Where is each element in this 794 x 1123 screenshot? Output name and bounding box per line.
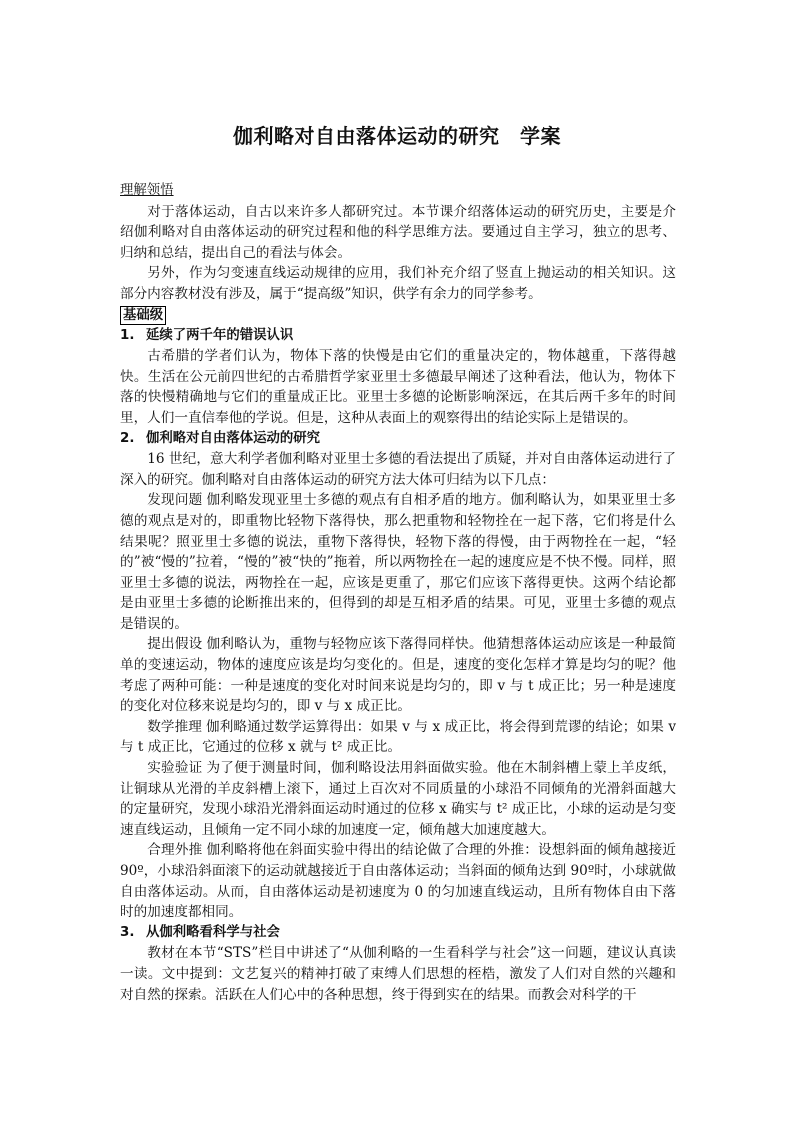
heading-2 [120, 429, 676, 450]
heading-1-text: 延续了两千年的错误认识 [146, 327, 294, 343]
heading-2-number: 2. [120, 430, 135, 446]
heading-3 [120, 923, 676, 944]
heading-1-number: 1. [120, 327, 135, 343]
method-term-5: 合理外推 [147, 842, 203, 859]
heading-3-number: 3. [120, 924, 135, 940]
understanding-paragraph-2: 另外，作为匀变速直线运动规律的应用，我们补充介绍了竖直上抛运动的相关知识。这部分内容教材没有涉及，属于“提高级”知识，供学有余力的同学参考。 [120, 265, 676, 302]
document-body [120, 180, 676, 1005]
method-term-2: 提出假设 [147, 636, 203, 653]
method-text-4: 为了便于测量时间，伽利略设法用斜面做实验。他在木制斜槽上蒙上羊皮纸，让铜球从光滑的羊皮斜槽上滚下，通过上百次对不同质量的小球沿不同倾角的光滑斜面越大的定量研究，发现小球沿光滑斜面运动时通过的位移 x 确实与 t² 成正比，小球的运动是匀变速直线运动，且倾角一定不同小球的加速度一定，倾角越大加速度越大。 [120, 760, 677, 838]
heading-1 [120, 326, 676, 347]
method-term-1: 发现问题 [147, 492, 203, 509]
understanding-paragraph-1: 对于落体运动，自古以来许多人都研究过。本节课介绍落体运动的研究历史，主要是介绍伽利略对自由落体运动的研究过程和他的科学思维方法。要通过自主学习，独立的思考、归纳和总结，提出自己的看法与体会。 [120, 203, 676, 261]
section1-paragraph: 古希腊的学者们认为，物体下落的快慢是由它们的重量决定的，物体越重，下落得越快。生活在公元前四世纪的古希腊哲学家亚里士多德最早阐述了这种看法，他认为，物体下落的快慢精确地与它们的重量成正比。亚里士多德的论断影响深远，在其后两千多年的时间里，人们一直信奉他的学说。但是，这种从表面上的观察得出的结论实际上是错误的。 [120, 348, 676, 426]
level-label-basic: 基础级 [120, 306, 166, 325]
method-item-4 [120, 758, 676, 840]
heading-3-text: 从伽利略看科学与社会 [146, 924, 280, 940]
document-title: 伽利略对自由落体运动的研究 学案 [233, 124, 561, 148]
method-term-3: 数学推理 [147, 718, 203, 735]
section2-intro: 16 世纪，意大利学者伽利略对亚里士多德的看法提出了质疑，并对自由落体运动进行了深入的研究。伽利略对自由落体运动的研究方法大体可归结为以下几点： [120, 451, 676, 488]
method-item-1 [120, 490, 676, 634]
section-label-understanding: 理解领悟 [120, 183, 174, 198]
method-item-3 [120, 717, 676, 758]
method-text-5: 伽利略将他在斜面实验中得出的结论做了合理的外推：设想斜面的倾角越接近 90º，小球沿斜面滚下的运动就越接近于自由落体运动；当斜面的倾角达到 90º时，小球就做自由落体运动。从而，自由落体运动是初速度为 0 的匀加速直线运动，且所有物体自由下落时的加速度都相同。 [120, 842, 677, 921]
method-text-3: 伽利略通过数学运算得出：如果 v 与 x 成正比，将会得到荒谬的结论；如果 v 与 t 成正比，它通过的位移 x 就与 t² 成正比。 [120, 718, 677, 756]
method-term-4: 实验验证 [147, 760, 203, 777]
heading-2-text: 伽利略对自由落体运动的研究 [146, 430, 321, 446]
section3-paragraph: 教材在本节“STS”栏目中讲述了“从伽利略的一生看科学与社会”这一问题，建议认真读一读。文中提到：文艺复兴的精神打破了束缚人们思想的桎梏，激发了人们对自然的兴趣和对自然的探索。活跃在人们心中的各种思想，终于得到实在的结果。而教会对科学的干 [120, 945, 676, 1003]
method-item-5 [120, 840, 676, 922]
method-text-2: 伽利略认为，重物与轻物应该下落得同样快。他猜想落体运动应该是一种最简单的变速运动，物体的速度应该是均匀变化的。但是，速度的变化怎样才算是均匀的呢？他考虑了两种可能：一种是速度的变化对时间来说是均匀的，即 v 与 t 成正比；另一种是速度的变化对位移来说是均匀的，即 v 与 x 成正比。 [120, 636, 677, 715]
method-item-2 [120, 634, 676, 716]
method-text-1: 伽利略发现亚里士多德的观点有自相矛盾的地方。伽利略认为，如果亚里士多德的观点是对的，即重物比轻物下落得快，那么把重物和轻物拴在一起下落，它们将是什么结果呢？照亚里士多德的说法，重物下落得快，轻物下落的得慢，由于两物拴在一起，“轻的”被“慢的”拉着，“慢的”被“快的”拖着，所以两物拴在一起的速度应是不快不慢。同样，照亚里士多德的说法，两物拴在一起，应该是更重了，那它们应该下落得更快。这两个结论都是由亚里士多德的论断推出来的，但得到的却是互相矛盾的结果。可见，亚里士多德的观点是错误的。 [120, 492, 677, 632]
